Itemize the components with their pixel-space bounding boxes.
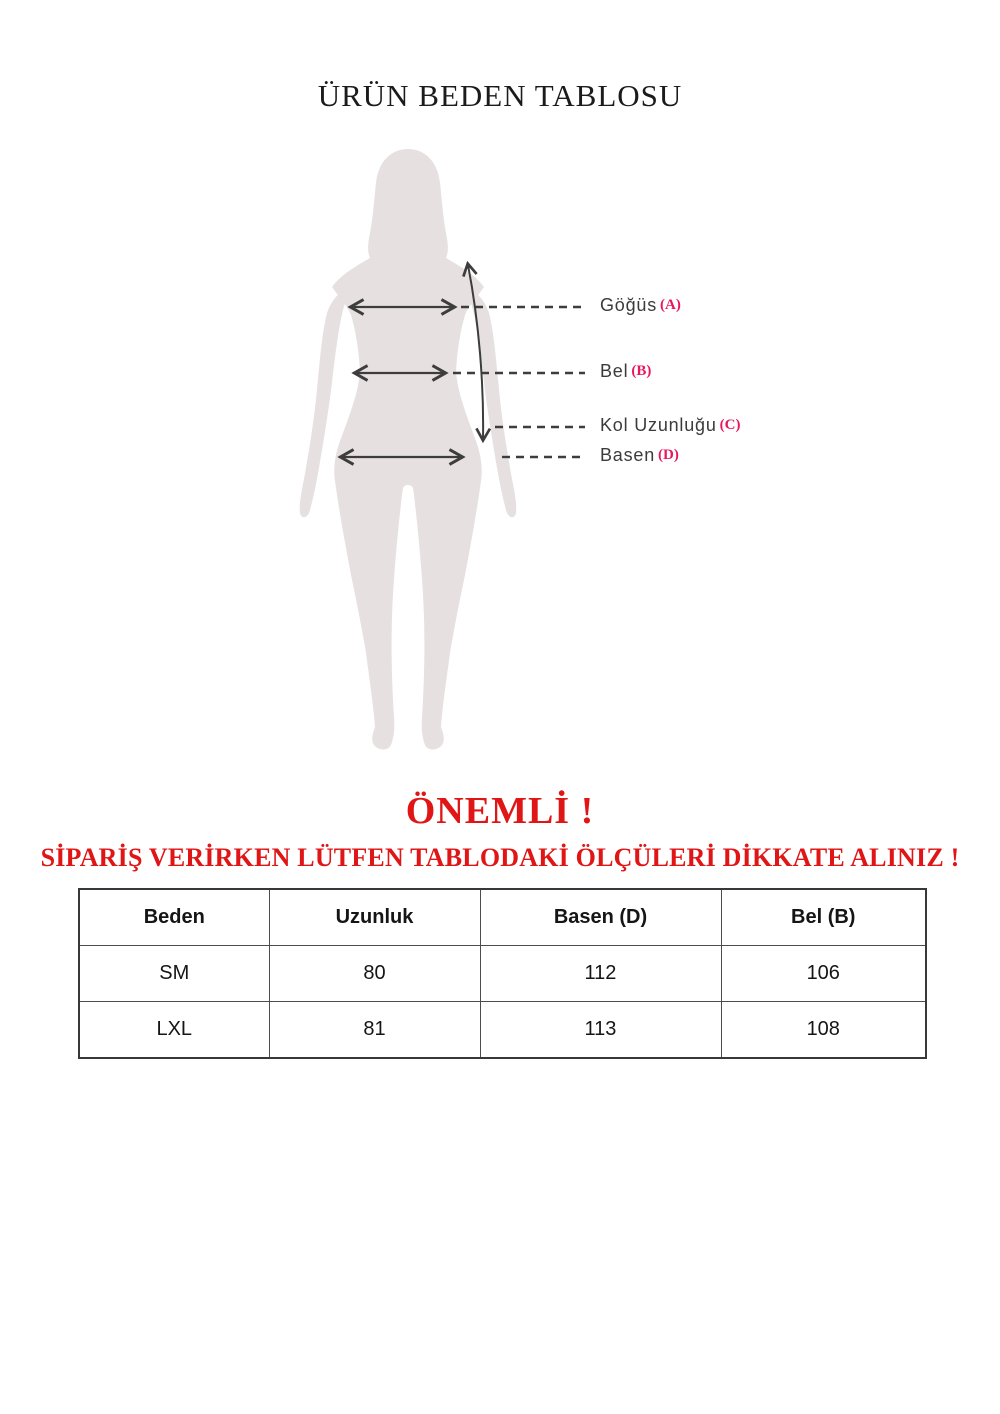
page-title: ÜRÜN BEDEN TABLOSU: [317, 78, 683, 113]
table-cell: 106: [721, 946, 926, 1002]
header-bel: Bel (B): [721, 889, 926, 946]
measure-code: (A): [660, 296, 681, 313]
important-heading: ÖNEMLİ !: [405, 790, 595, 832]
measure-code: (B): [631, 362, 652, 379]
measure-name: Göğüs: [600, 294, 658, 315]
size-table-header-row: [79, 889, 926, 946]
table-cell: SM: [79, 946, 269, 1002]
measure-label-hip: [600, 444, 679, 466]
body-silhouette: [332, 149, 484, 750]
table-cell: 108: [721, 1002, 926, 1059]
measure-name: Basen: [600, 444, 656, 465]
table-cell: 113: [480, 1002, 721, 1059]
table-row-sm: [79, 946, 926, 1002]
size-table: [78, 888, 927, 1059]
measure-label-arm-length: [600, 414, 741, 436]
measurement-diagram: [280, 137, 590, 759]
table-cell: 112: [480, 946, 721, 1002]
measure-code: (C): [719, 416, 741, 433]
measure-label-waist: [600, 360, 651, 382]
header-uzunluk: Uzunluk: [269, 889, 480, 946]
measure-label-chest: [600, 294, 681, 316]
header-beden: Beden: [79, 889, 269, 946]
table-cell: LXL: [79, 1002, 269, 1059]
table-cell: 80: [269, 946, 480, 1002]
order-warning-text: SİPARİŞ VERİRKEN LÜTFEN TABLODAKİ ÖLÇÜLERİ DİKKATE ALINIZ !: [40, 843, 960, 872]
measure-code: (D): [658, 446, 679, 463]
measure-name: Kol Uzunluğu: [600, 414, 717, 435]
table-cell: 81: [269, 1002, 480, 1059]
header-basen: Basen (D): [480, 889, 721, 946]
table-row-lxl: [79, 1002, 926, 1059]
measure-name: Bel: [600, 360, 629, 381]
